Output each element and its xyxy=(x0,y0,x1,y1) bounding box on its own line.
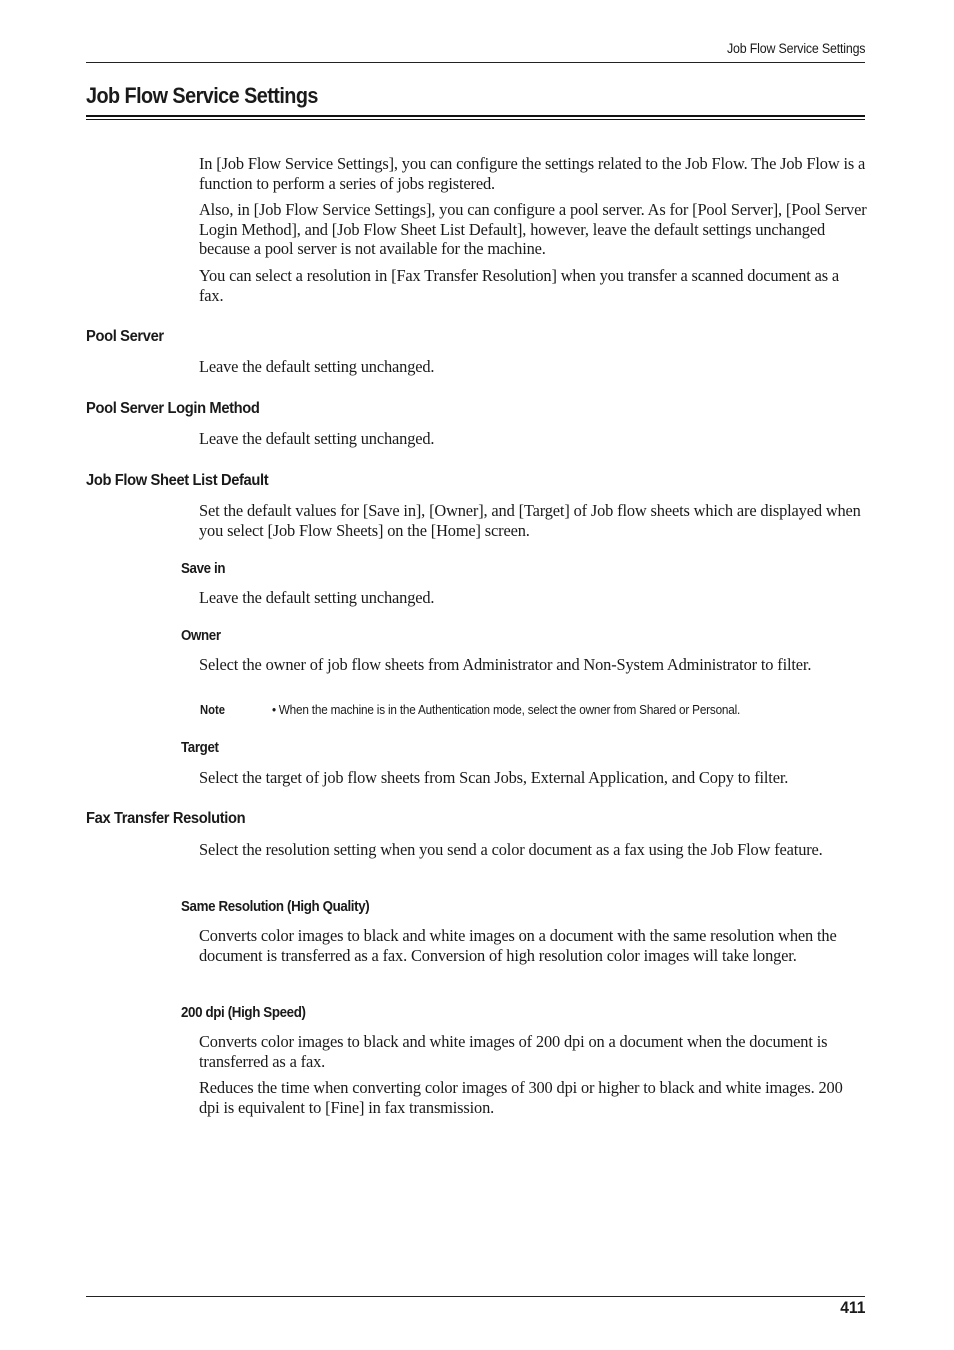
target-body: Select the target of job flow sheets from Scan Jobs, External Application, and Copy to filter. xyxy=(199,768,789,787)
page-title: Job Flow Service Settings xyxy=(86,83,318,108)
running-header: Job Flow Service Settings xyxy=(726,41,865,56)
section-heading-pool-server: Pool Server xyxy=(86,328,164,345)
title-rule-thin xyxy=(86,119,865,120)
subheading-save-in: Save in xyxy=(181,561,226,577)
owner-body: Select the owner of job flow sheets from Administrator and Non-System Administrator to filter. xyxy=(199,655,812,674)
pool-server-body: Leave the default setting unchanged. xyxy=(199,357,435,376)
header-rule xyxy=(86,62,865,63)
200dpi-body-1: Converts color images to black and white images of 200 dpi on a document when the document is transferred as a fax. xyxy=(199,1032,828,1071)
intro-paragraph-1: In [Job Flow Service Settings], you can configure the settings related to the Job Flow. The Job Flow is a function to perform a series of jobs registered. xyxy=(199,154,866,193)
pool-server-login-body: Leave the default setting unchanged. xyxy=(199,429,435,448)
note-item xyxy=(272,703,740,717)
footer-rule xyxy=(86,1296,865,1297)
200dpi-body-2: Reduces the time when converting color images of 300 dpi or higher to black and white images. 200 dpi is equivalent to [Fine] in fax transmission. xyxy=(199,1078,843,1117)
page-number: 411 xyxy=(839,1298,865,1317)
note-text: When the machine is in the Authentication mode, select the owner from Shared or Personal. xyxy=(278,703,741,717)
intro-paragraph-3: You can select a resolution in [Fax Transfer Resolution] when you transfer a scanned document as a fax. xyxy=(199,266,840,305)
save-in-body: Leave the default setting unchanged. xyxy=(199,588,435,607)
subheading-200dpi: 200 dpi (High Speed) xyxy=(181,1005,306,1021)
subheading-owner: Owner xyxy=(181,628,221,644)
section-heading-fax-transfer: Fax Transfer Resolution xyxy=(86,810,246,827)
same-resolution-body: Converts color images to black and white images on a document with the same resolution when the document is transferred as a fax. Conversion of high resolution color images will take longer. xyxy=(199,926,837,965)
note-label: Note xyxy=(200,703,226,717)
fax-transfer-body: Select the resolution setting when you send a color document as a fax using the Job Flow feature. xyxy=(199,840,823,859)
bullet-icon: • xyxy=(272,703,276,717)
intro-paragraph-2: Also, in [Job Flow Service Settings], you can configure a pool server. As for [Pool Server], [Pool Server Login Method], and [Job Flow Sheet List Default], however, leave the default settings unchanged because a pool server is not available for the machine. xyxy=(199,200,867,259)
subheading-target: Target xyxy=(181,740,219,756)
job-flow-sheet-list-body: Set the default values for [Save in], [Owner], and [Target] of Job flow sheets which are displayed when you select [Job Flow Sheets] on the [Home] screen. xyxy=(199,501,861,540)
title-rule xyxy=(86,115,865,117)
subheading-same-resolution: Same Resolution (High Quality) xyxy=(181,899,370,915)
section-heading-job-flow-sheet-list: Job Flow Sheet List Default xyxy=(86,472,269,489)
section-heading-pool-server-login: Pool Server Login Method xyxy=(86,400,260,417)
